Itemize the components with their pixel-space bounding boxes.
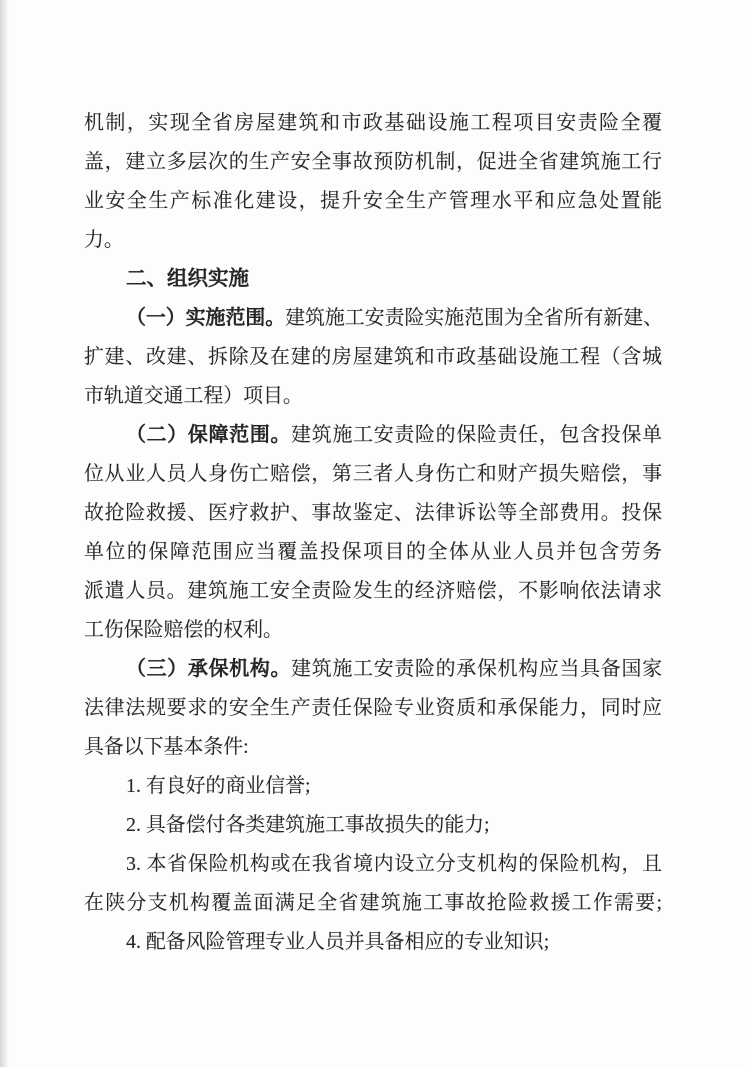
document-page (84, 104, 662, 962)
text-line: 盖，建立多层次的生产安全事故预防机制，促进全省建筑施工行 (84, 151, 662, 173)
condition-line: 在陕分支机构覆盖面满足全省建筑施工事故抢险救援工作需要; (84, 892, 662, 914)
item-text: 建筑施工安责险实施范围为全省所有新建、 (285, 307, 664, 329)
text-line: 具备以下基本条件: (84, 736, 249, 758)
text-line: 故抢险救援、医疗救护、事故鉴定、法律诉讼等全部费用。投保 (84, 502, 662, 524)
item-label: （二）保障范围。 (126, 424, 292, 446)
text-line (84, 650, 662, 689)
item-label: （一）实施范围。 (126, 307, 286, 329)
section-heading: 二、组织实施 (126, 268, 249, 290)
text-line: 单位的保障范围应当覆盖投保项目的全体从业人员并包含劳务 (84, 541, 662, 563)
text-line: 业安全生产标准化建设，提升安全生产管理水平和应急处置能 (84, 190, 662, 212)
item-text: 建筑施工安责险的保险责任，包含投保单 (291, 424, 662, 446)
condition-line: 3. 本省保险机构或在我省境内设立分支机构的保险机构，且 (126, 853, 662, 875)
text-line: 扩建、改建、拆除及在建的房屋建筑和市政基础设施工程（含城 (84, 346, 662, 368)
text-line: 市轨道交通工程）项目。 (84, 385, 303, 407)
item-text: 建筑施工安责险的承保机构应当具备国家 (291, 658, 662, 680)
condition-line: 1. 有良好的商业信誉; (126, 775, 311, 797)
text-line: 派遣人员。建筑施工安全责险发生的经济赔偿，不影响依法请求 (84, 580, 662, 602)
item-label: （三）承保机构。 (126, 658, 292, 680)
condition-line: 4. 配备风险管理专业人员并具备相应的专业知识; (126, 931, 550, 953)
text-line: 力。 (84, 229, 124, 251)
condition-line: 2. 具备偿付各类建筑施工事故损失的能力; (126, 814, 490, 836)
text-line (84, 416, 662, 455)
text-line: 工伤保险赔偿的权利。 (84, 619, 283, 641)
text-line: 法律法规要求的安全生产责任保险专业资质和承保能力，同时应 (84, 697, 662, 719)
text-line (84, 299, 662, 338)
text-line: 机制，实现全省房屋建筑和市政基础设施工程项目安责险全覆 (84, 112, 662, 134)
scan-edge-shadow (0, 0, 9, 1067)
text-line: 位从业人员人身伤亡赔偿，第三者人身伤亡和财产损失赔偿，事 (84, 463, 662, 485)
